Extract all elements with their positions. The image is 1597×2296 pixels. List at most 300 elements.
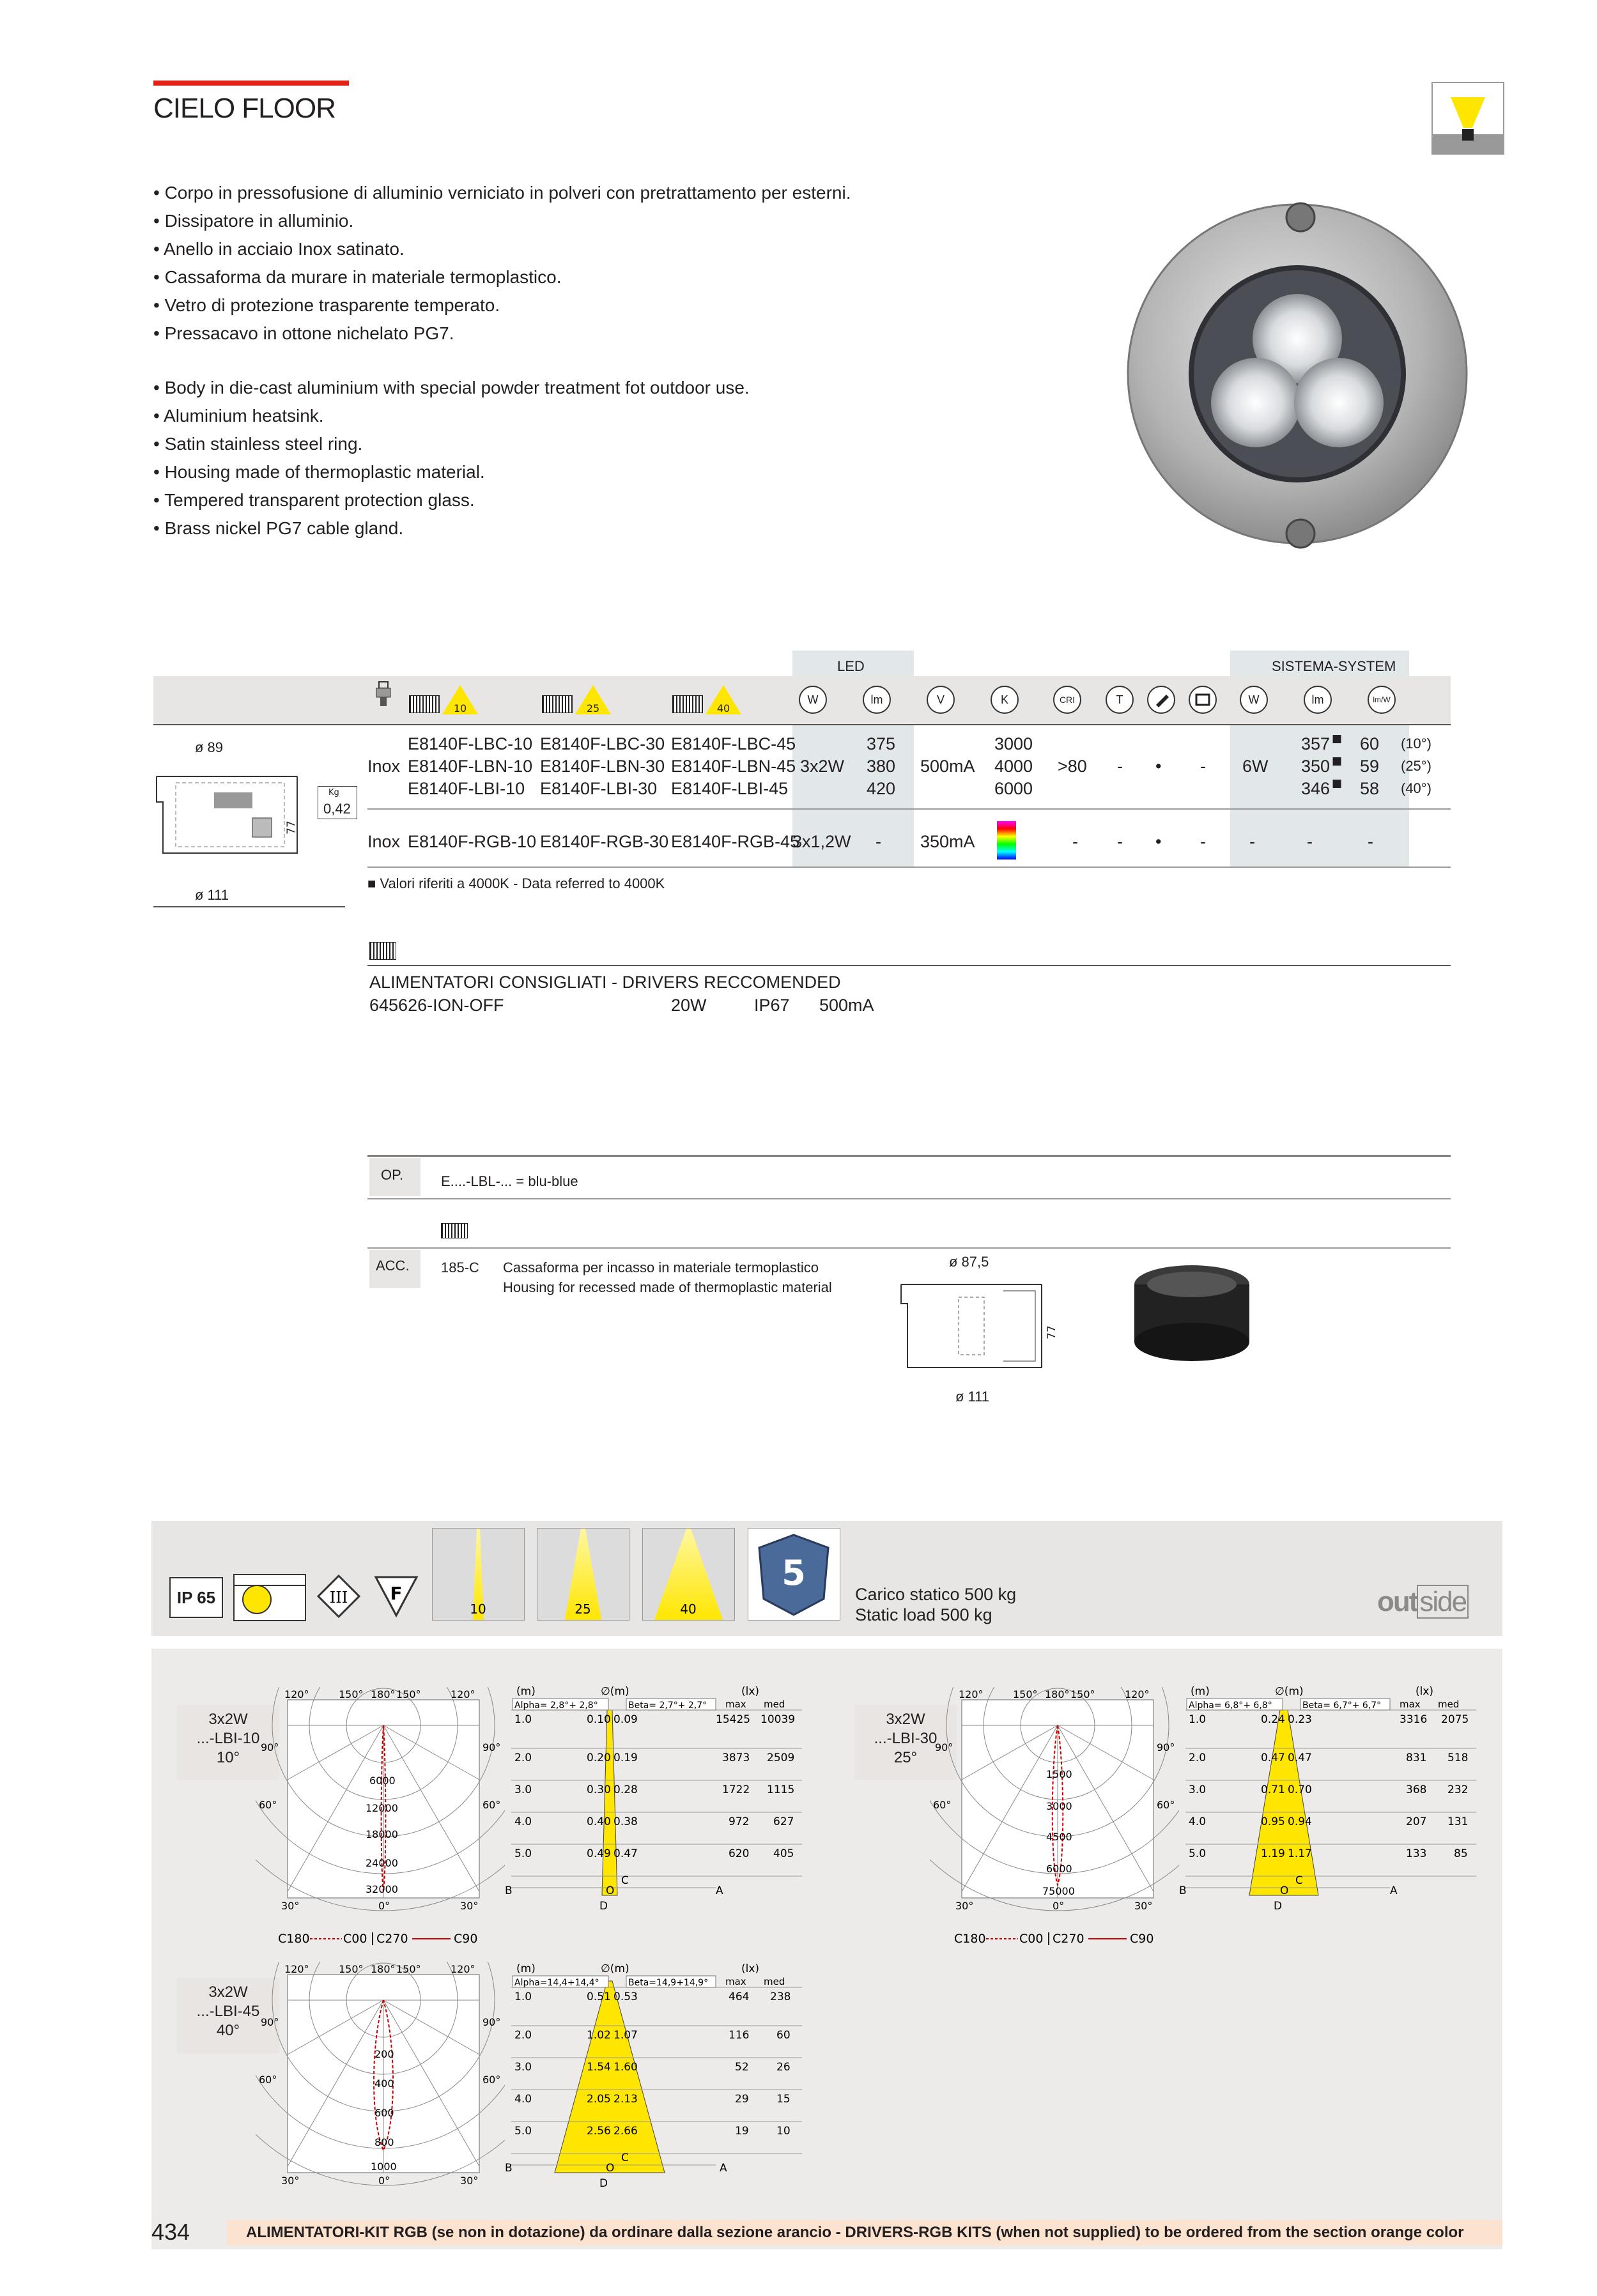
ph3-r3-b: 2.13 bbox=[613, 2093, 638, 2106]
ph1-leg-c90: C90 bbox=[454, 1932, 478, 1946]
ph1-head-m: (m) bbox=[516, 1685, 536, 1698]
options-label: OP. bbox=[381, 1167, 404, 1183]
ph1-r3-a: 0.40 bbox=[587, 1815, 611, 1828]
row1-lmw-a: 60 bbox=[1360, 734, 1380, 753]
beam-barcode-icon bbox=[409, 695, 440, 713]
ph2-r4-max: 133 bbox=[1406, 1847, 1427, 1860]
ph1-r3-max: 972 bbox=[729, 1815, 750, 1828]
ph1-r1-b: 0.19 bbox=[613, 1752, 638, 1764]
ph3-r2-med: 26 bbox=[776, 2061, 791, 2074]
ph2-r0-b: 0.23 bbox=[1288, 1713, 1312, 1726]
ph1-r1-m: 2.0 bbox=[514, 1752, 532, 1764]
ph3-ring-4: 1000 bbox=[371, 2161, 397, 2173]
row1-current: 500mA bbox=[920, 757, 975, 776]
ph2-top-0: 120° bbox=[959, 1688, 984, 1700]
row1-sys-lm-b: 350 bbox=[1301, 757, 1331, 776]
row2-code-10: E8140F-RGB-10 bbox=[408, 832, 537, 851]
row2-system-watt: - bbox=[1249, 832, 1255, 851]
ph2-leg-c180: C180 bbox=[954, 1932, 986, 1946]
table-footnote: ■ Valori riferiti a 4000K - Data referred to 4000K bbox=[367, 875, 665, 891]
cone-table-2 bbox=[1179, 1684, 1479, 1921]
ph3-r0-med: 238 bbox=[770, 1991, 791, 2003]
ph1-ring-3: 24000 bbox=[366, 1857, 398, 1869]
description-english bbox=[153, 374, 750, 543]
footer-note: ALIMENTATORI-KIT RGB (se non in dotazione) da ordinare dalla sezione arancio - DRIVERS-RGB KITS (when not supplied) to be ordered from the section orange color bbox=[246, 2224, 1464, 2241]
ph3-r3-max: 29 bbox=[735, 2093, 749, 2106]
polar-diagram-2 bbox=[930, 1687, 1179, 1923]
row2-cri: - bbox=[1072, 832, 1078, 851]
desc-en-line: • Tempered transparent protection glass. bbox=[153, 490, 475, 510]
ph2-r3-m: 4.0 bbox=[1189, 1815, 1207, 1828]
desc-it-line: • Anello in acciaio Inox satinato. bbox=[153, 239, 405, 259]
ph1-med: med bbox=[764, 1699, 785, 1710]
product-section-drawing bbox=[150, 757, 304, 885]
ph3-side-3: 60° bbox=[482, 2074, 501, 2086]
logo-part-out: out bbox=[1377, 1586, 1417, 1617]
ph3-ring-1: 400 bbox=[374, 2077, 394, 2090]
ph2-r4-a: 1.19 bbox=[1261, 1847, 1285, 1860]
warranty-badge bbox=[748, 1528, 840, 1621]
accessory-text-en: Housing for recessed made of thermoplastic material bbox=[503, 1279, 832, 1295]
desc-en-line: • Housing made of thermoplastic material. bbox=[153, 462, 485, 482]
system-lumen-icon: lm bbox=[1304, 686, 1332, 714]
ph1-bot-0: 30° bbox=[281, 1900, 300, 1912]
desc-en-line: • Aluminium heatsink. bbox=[153, 406, 324, 426]
ph3-letter-a: A bbox=[720, 2162, 727, 2175]
ph1-r4-med: 405 bbox=[773, 1847, 794, 1860]
row2-code-45: E8140F-RGB-45 bbox=[671, 832, 800, 851]
ph3-r0-m: 1.0 bbox=[514, 1991, 532, 2003]
floor-light-icon bbox=[233, 1574, 306, 1621]
ph2-side-0: 90° bbox=[935, 1741, 953, 1753]
desc-it-line: • Vetro di protezione trasparente temperato. bbox=[153, 295, 500, 315]
ph3-top-0: 120° bbox=[284, 1963, 309, 1975]
ph3-r1-max: 116 bbox=[729, 2029, 750, 2042]
row1-angle-b: (25°) bbox=[1401, 758, 1431, 774]
ph1-letter-o: O bbox=[606, 1884, 615, 1897]
row1-angle-c: (40°) bbox=[1401, 780, 1431, 796]
ph1-r0-m: 1.0 bbox=[514, 1713, 532, 1726]
ph1-ring-1: 12000 bbox=[366, 1802, 398, 1814]
ph1-leg-c00: C00 bbox=[343, 1932, 367, 1946]
row1-kelvin-b: 4000 bbox=[994, 757, 1033, 776]
row1-power: 3x2W bbox=[800, 757, 845, 776]
driver-type: ON-OFF bbox=[438, 996, 504, 1015]
desc-it-line: • Cassaforma da murare in materiale termoplastico. bbox=[153, 267, 562, 287]
dim-top: ø 89 bbox=[195, 739, 224, 755]
ph1-rows bbox=[514, 1713, 795, 1860]
ph3-r4-m: 5.0 bbox=[514, 2125, 532, 2138]
ph2-r1-b: 0.47 bbox=[1288, 1752, 1312, 1764]
ph3-rows bbox=[514, 1991, 791, 2138]
driver-power: 20W bbox=[671, 996, 707, 1015]
ph1-r1-max: 3873 bbox=[722, 1752, 750, 1764]
ph2-r3-a: 0.95 bbox=[1261, 1815, 1285, 1828]
row1-kelvin-c: 6000 bbox=[994, 779, 1033, 798]
beam-40-label: 40 bbox=[680, 1601, 697, 1617]
ph2-r1-m: 2.0 bbox=[1189, 1752, 1207, 1764]
desc-en-line: • Body in die-cast aluminium with special powder treatment fot outdoor use. bbox=[153, 378, 750, 397]
ph1-side-3: 60° bbox=[482, 1799, 501, 1811]
beam-barcode-icon bbox=[542, 695, 573, 713]
ph2-top-3: 150° bbox=[1070, 1688, 1095, 1700]
accessory-label: ACC. bbox=[376, 1258, 410, 1274]
ph2-r0-max: 3316 bbox=[1400, 1713, 1428, 1726]
ph1-letter-d: D bbox=[599, 1900, 608, 1913]
ph2-letter-a: A bbox=[1390, 1884, 1398, 1897]
ph1-r4-max: 620 bbox=[729, 1847, 750, 1860]
row2-finish: Inox bbox=[367, 832, 401, 851]
static-load-en: Static load 500 kg bbox=[855, 1605, 992, 1624]
ph3-label-1: 3x2W bbox=[208, 1984, 248, 2001]
outside-logo bbox=[1377, 1586, 1469, 1618]
dim-bottom: ø 111 bbox=[195, 887, 229, 903]
ph2-r2-m: 3.0 bbox=[1189, 1784, 1207, 1796]
ph1-top-1: 150° bbox=[339, 1688, 364, 1700]
desc-it-line: • Pressacavo in ottone nichelato PG7. bbox=[153, 323, 454, 343]
beam-badge-10 bbox=[441, 684, 473, 716]
ph1-letter-a: A bbox=[716, 1884, 723, 1897]
row1-lumen-a: 375 bbox=[867, 734, 896, 753]
weight-unit: Kg bbox=[328, 788, 339, 797]
cri-icon: CRI bbox=[1053, 686, 1081, 714]
row1-code-30-b: E8140F-LBN-30 bbox=[540, 757, 665, 776]
ph1-r3-m: 4.0 bbox=[514, 1815, 532, 1828]
accessory-dim-bottom: ø 111 bbox=[955, 1389, 989, 1405]
ph1-r3-b: 0.38 bbox=[613, 1815, 638, 1828]
ph3-ring-2: 600 bbox=[374, 2107, 394, 2119]
weight-value: 0,42 bbox=[323, 801, 351, 817]
row1-code-10-a: E8140F-LBC-10 bbox=[408, 734, 533, 753]
ph1-max: max bbox=[725, 1699, 746, 1710]
driver-code: 645626-I bbox=[369, 996, 438, 1015]
ph2-med: med bbox=[1438, 1699, 1460, 1710]
ph1-letter-b: B bbox=[505, 1884, 513, 1897]
ph1-r0-med: 10039 bbox=[760, 1713, 796, 1726]
description-italian bbox=[153, 179, 851, 348]
ph1-r0-a: 0.10 bbox=[587, 1713, 611, 1726]
ph1-side-0: 90° bbox=[261, 1741, 279, 1753]
ph3-letter-o: O bbox=[606, 2162, 615, 2175]
efficacy-icon: lm/W bbox=[1368, 686, 1396, 714]
ip-rating-box bbox=[169, 1577, 223, 1618]
ph2-top-2: 180° bbox=[1045, 1688, 1070, 1700]
ip-rating-text: IP 65 bbox=[176, 1588, 216, 1607]
ph1-alpha: Alpha= 2,8°+ 2,8° bbox=[514, 1700, 598, 1711]
ph2-r2-med: 232 bbox=[1447, 1784, 1469, 1796]
volt-icon: V bbox=[927, 686, 955, 714]
ph3-r0-max: 464 bbox=[729, 1991, 750, 2003]
ph2-ring-3: 6000 bbox=[1046, 1863, 1072, 1875]
ph2-r1-a: 0.47 bbox=[1261, 1752, 1285, 1764]
ph3-med: med bbox=[764, 1976, 785, 1987]
ph2-r1-med: 518 bbox=[1447, 1752, 1469, 1764]
row2-code-30: E8140F-RGB-30 bbox=[540, 832, 669, 851]
row1-finish: Inox bbox=[367, 757, 401, 776]
page-number: 434 bbox=[151, 2219, 190, 2245]
lamp-icon bbox=[374, 681, 393, 709]
system-watt-icon: W bbox=[1240, 686, 1268, 714]
ph1-r1-a: 0.20 bbox=[587, 1752, 611, 1764]
ph2-head-lx: (lx) bbox=[1416, 1685, 1434, 1698]
ph2-head-d: ∅(m) bbox=[1275, 1685, 1304, 1698]
beam-25-text: 25 bbox=[586, 702, 600, 714]
row1-lmw-b: 59 bbox=[1360, 757, 1380, 776]
ph1-r4-b: 0.47 bbox=[613, 1847, 638, 1860]
ph3-r0-b: 0.53 bbox=[613, 1991, 638, 2003]
ph2-r1-max: 831 bbox=[1406, 1752, 1427, 1764]
ph2-r2-max: 368 bbox=[1406, 1784, 1427, 1796]
polar-diagram-3 bbox=[256, 1962, 505, 2198]
row1-lumen-b: 380 bbox=[867, 757, 896, 776]
ph3-r0-a: 0.51 bbox=[587, 1991, 611, 2003]
ph3-top-2: 180° bbox=[371, 1963, 396, 1975]
ph2-head-m: (m) bbox=[1191, 1685, 1210, 1698]
ph2-alpha: Alpha= 6,8°+ 6,8° bbox=[1189, 1700, 1272, 1711]
row2-power: 3x1,2W bbox=[792, 832, 851, 851]
ph3-bot-0: 30° bbox=[281, 2175, 300, 2187]
ph3-side-0: 90° bbox=[261, 2016, 279, 2028]
desc-it-line: • Dissipatore in alluminio. bbox=[153, 211, 354, 231]
ph2-label-2: ...-LBI-30 bbox=[874, 1730, 937, 1747]
ph1-top-3: 150° bbox=[396, 1688, 421, 1700]
ph1-r2-a: 0.30 bbox=[587, 1784, 611, 1796]
ph2-r3-max: 207 bbox=[1406, 1815, 1427, 1828]
ph2-leg-c90: C90 bbox=[1130, 1932, 1154, 1946]
row1-sys-mark-c: ■ bbox=[1332, 777, 1343, 790]
cone-table-3 bbox=[505, 1962, 805, 2198]
row1-lmw-c: 58 bbox=[1360, 779, 1380, 798]
ph2-ring-0: 1500 bbox=[1046, 1768, 1072, 1780]
ph3-letter-c: C bbox=[621, 2152, 629, 2164]
ph2-letter-o: O bbox=[1280, 1884, 1289, 1897]
drivers-barcode-icon bbox=[369, 942, 396, 960]
row1-lumen-c: 420 bbox=[867, 779, 896, 798]
ph2-bot-2: 30° bbox=[1134, 1900, 1153, 1912]
beam-25-label: 25 bbox=[575, 1601, 591, 1617]
ph3-r2-a: 1.54 bbox=[587, 2061, 611, 2074]
ph2-r3-med: 131 bbox=[1447, 1815, 1469, 1828]
ph3-r1-m: 2.0 bbox=[514, 2029, 532, 2042]
logo-part-side: side bbox=[1417, 1585, 1469, 1619]
ph2-bot-1: 0° bbox=[1053, 1900, 1065, 1912]
ph1-leg-c180: C180 bbox=[278, 1932, 310, 1946]
ph1-r0-b: 0.09 bbox=[613, 1713, 638, 1726]
ph2-letter-c: C bbox=[1295, 1874, 1303, 1887]
photometry-2-legend bbox=[954, 1930, 1171, 1949]
ph2-r4-b: 1.17 bbox=[1288, 1847, 1312, 1860]
ph2-letter-b: B bbox=[1179, 1884, 1187, 1897]
row1-system-watt: 6W bbox=[1242, 757, 1269, 776]
ph3-bot-2: 30° bbox=[460, 2175, 479, 2187]
row1-kelvin-a: 3000 bbox=[994, 734, 1033, 753]
drivers-title: ALIMENTATORI CONSIGLIATI - DRIVERS RECCOMENDED bbox=[369, 973, 841, 992]
beam-badge-25 bbox=[574, 684, 606, 716]
ph3-head-lx: (lx) bbox=[741, 1962, 760, 1975]
beam-40-text: 40 bbox=[716, 702, 730, 714]
ph1-top-0: 120° bbox=[284, 1688, 309, 1700]
ph3-r4-a: 2.56 bbox=[587, 2125, 611, 2138]
ph2-r4-m: 5.0 bbox=[1189, 1847, 1207, 1860]
ph2-top-1: 150° bbox=[1013, 1688, 1038, 1700]
accessory-photo bbox=[1128, 1252, 1256, 1368]
driver-ip: IP67 bbox=[754, 996, 790, 1015]
ph2-max: max bbox=[1400, 1699, 1421, 1710]
ph3-r3-a: 2.05 bbox=[587, 2093, 611, 2106]
ph2-letter-d: D bbox=[1274, 1900, 1283, 1913]
ph3-ring-0: 200 bbox=[374, 2048, 394, 2060]
f-mark-text: F bbox=[390, 1583, 403, 1604]
row1-angle-a: (10°) bbox=[1401, 736, 1431, 751]
ph1-r1-med: 2509 bbox=[767, 1752, 795, 1764]
beam-barcode-icon bbox=[672, 695, 703, 713]
ph3-top-4: 120° bbox=[451, 1963, 475, 1975]
ph3-r2-m: 3.0 bbox=[514, 2061, 532, 2074]
row1-code-45-c: E8140F-LBI-45 bbox=[671, 779, 789, 798]
rgb-color-swatch bbox=[997, 821, 1016, 859]
ph3-beta: Beta=14,9+14,9° bbox=[628, 1978, 709, 1988]
ph2-r0-m: 1.0 bbox=[1189, 1713, 1207, 1726]
ph3-letter-d: D bbox=[599, 2177, 608, 2190]
ph2-r3-b: 0.94 bbox=[1288, 1815, 1312, 1828]
ph2-bot-0: 30° bbox=[955, 1900, 974, 1912]
accessory-barcode-icon bbox=[441, 1223, 468, 1238]
ph3-ring-3: 800 bbox=[374, 2136, 394, 2148]
page-title: CIELO FLOOR bbox=[153, 93, 336, 124]
ph1-r4-m: 5.0 bbox=[514, 1847, 532, 1860]
ph2-beta: Beta= 6,7°+ 6,7° bbox=[1302, 1700, 1382, 1711]
ph1-top-4: 120° bbox=[451, 1688, 475, 1700]
ph1-letter-c: C bbox=[621, 1874, 629, 1887]
static-load-it: Carico statico 500 kg bbox=[855, 1585, 1017, 1604]
ph3-head-m: (m) bbox=[516, 1962, 536, 1975]
ph2-leg-c00: C00 bbox=[1019, 1932, 1044, 1946]
ph3-r3-med: 15 bbox=[776, 2093, 791, 2106]
ph3-r1-med: 60 bbox=[776, 2029, 791, 2042]
ph2-ring-1: 3000 bbox=[1046, 1800, 1072, 1812]
row1-code-30-a: E8140F-LBC-30 bbox=[540, 734, 665, 753]
ph1-r4-a: 0.49 bbox=[587, 1847, 611, 1860]
desc-en-line: • Satin stainless steel ring. bbox=[153, 434, 363, 454]
ph1-head-d: ∅(m) bbox=[601, 1685, 629, 1698]
driver-current: 500mA bbox=[819, 996, 874, 1015]
ph1-label-3: 10° bbox=[216, 1749, 240, 1766]
ph1-r2-m: 3.0 bbox=[514, 1784, 532, 1796]
ph2-r2-b: 0.70 bbox=[1288, 1784, 1312, 1796]
lumen-icon: lm bbox=[863, 686, 891, 714]
row1-code-30-c: E8140F-LBI-30 bbox=[540, 779, 658, 798]
kelvin-icon: K bbox=[991, 686, 1019, 714]
ph2-leg-c270: C270 bbox=[1053, 1932, 1084, 1946]
row2-dimmable: • bbox=[1155, 832, 1162, 851]
beam-25-icon bbox=[537, 1528, 629, 1621]
ph3-bot-1: 0° bbox=[378, 2175, 390, 2187]
ph1-label-1: 3x2W bbox=[208, 1711, 248, 1728]
dimmable-icon bbox=[1147, 686, 1175, 714]
row1-sys-mark-b: ■ bbox=[1332, 755, 1343, 767]
desc-it-line: • Corpo in pressofusione di alluminio verniciato in polveri con pretrattamento per esterni. bbox=[153, 183, 851, 203]
accessory-dim-top: ø 87,5 bbox=[949, 1254, 989, 1270]
beam-10-icon bbox=[432, 1528, 525, 1621]
ph1-ring-0: 6000 bbox=[369, 1775, 396, 1787]
row1-temperature: - bbox=[1117, 757, 1123, 776]
ph2-label-1: 3x2W bbox=[886, 1711, 925, 1728]
ph3-r4-med: 10 bbox=[776, 2125, 791, 2138]
weight-box bbox=[318, 786, 357, 819]
ph1-r0-max: 15425 bbox=[716, 1713, 751, 1726]
ph3-side-1: 90° bbox=[482, 2016, 501, 2028]
dim-height: 77 bbox=[284, 821, 298, 835]
row2-lumen: - bbox=[876, 832, 881, 851]
ph2-ring-2: 4500 bbox=[1046, 1831, 1072, 1843]
ph2-side-2: 60° bbox=[933, 1799, 952, 1811]
ph3-letter-b: B bbox=[505, 2162, 513, 2175]
desc-en-line: • Brass nickel PG7 cable gland. bbox=[153, 518, 404, 538]
beam-10-text: 10 bbox=[453, 702, 467, 714]
ph1-top-2: 180° bbox=[371, 1688, 396, 1700]
ph3-top-3: 150° bbox=[396, 1963, 421, 1975]
row1-code-10-b: E8140F-LBN-10 bbox=[408, 757, 533, 776]
accessory-text-it: Cassaforma per incasso in materiale termoplastico bbox=[503, 1260, 819, 1275]
class-iii-text: III bbox=[329, 1589, 348, 1606]
title-accent-bar bbox=[153, 81, 349, 86]
ph3-r1-b: 1.07 bbox=[613, 2029, 638, 2042]
row2-current: 350mA bbox=[920, 832, 975, 851]
ph3-head-d: ∅(m) bbox=[601, 1962, 629, 1975]
emergency-icon bbox=[1189, 686, 1217, 714]
row1-sys-lm-c: 346 bbox=[1301, 779, 1331, 798]
row1-code-45-b: E8140F-LBN-45 bbox=[671, 757, 796, 776]
polar-diagram-1 bbox=[256, 1687, 505, 1923]
temperature-icon: T bbox=[1106, 686, 1134, 714]
watt-icon: W bbox=[799, 686, 827, 714]
ph1-ring-2: 18000 bbox=[366, 1828, 398, 1840]
group-led-label: LED bbox=[837, 658, 865, 674]
ph1-side-2: 60° bbox=[259, 1799, 277, 1811]
accessory-drawing bbox=[895, 1272, 1048, 1387]
row1-emergency: - bbox=[1200, 757, 1206, 776]
ph3-r3-m: 4.0 bbox=[514, 2093, 532, 2106]
ph1-r2-med: 1115 bbox=[767, 1784, 795, 1796]
row2-temperature: - bbox=[1117, 832, 1123, 851]
ph3-r2-b: 1.60 bbox=[613, 2061, 638, 2074]
ph1-bot-1: 0° bbox=[378, 1900, 390, 1912]
class-iii-icon bbox=[316, 1574, 361, 1619]
accessory-dim-height: 77 bbox=[1045, 1325, 1058, 1339]
beam-badge-40 bbox=[704, 684, 736, 716]
beam-40-icon bbox=[642, 1528, 735, 1621]
ph1-r3-med: 627 bbox=[773, 1815, 794, 1828]
row1-dimmable: • bbox=[1155, 757, 1162, 776]
ph2-ring-4: 75000 bbox=[1042, 1885, 1075, 1897]
row2-emergency: - bbox=[1200, 832, 1206, 851]
ph2-r4-med: 85 bbox=[1454, 1847, 1468, 1860]
ph3-label-3: 40° bbox=[216, 2022, 240, 2039]
options-text: E....-LBL-... = blu-blue bbox=[441, 1173, 578, 1189]
ph2-side-1: 90° bbox=[1157, 1741, 1175, 1753]
beam-10-label: 10 bbox=[470, 1601, 486, 1617]
row1-cri: >80 bbox=[1058, 757, 1087, 776]
ph1-ring-4: 32000 bbox=[366, 1883, 398, 1895]
group-system-label: SISTEMA-SYSTEM bbox=[1272, 658, 1396, 674]
f-mark-icon bbox=[374, 1574, 419, 1619]
warranty-text: 5 bbox=[782, 1553, 806, 1593]
cone-table-1 bbox=[505, 1684, 805, 1921]
row1-sys-lm-a: 357 bbox=[1301, 734, 1331, 753]
accessory-code: 185-C bbox=[441, 1260, 479, 1275]
ph1-side-1: 90° bbox=[482, 1741, 501, 1753]
ph1-bot-2: 30° bbox=[460, 1900, 479, 1912]
